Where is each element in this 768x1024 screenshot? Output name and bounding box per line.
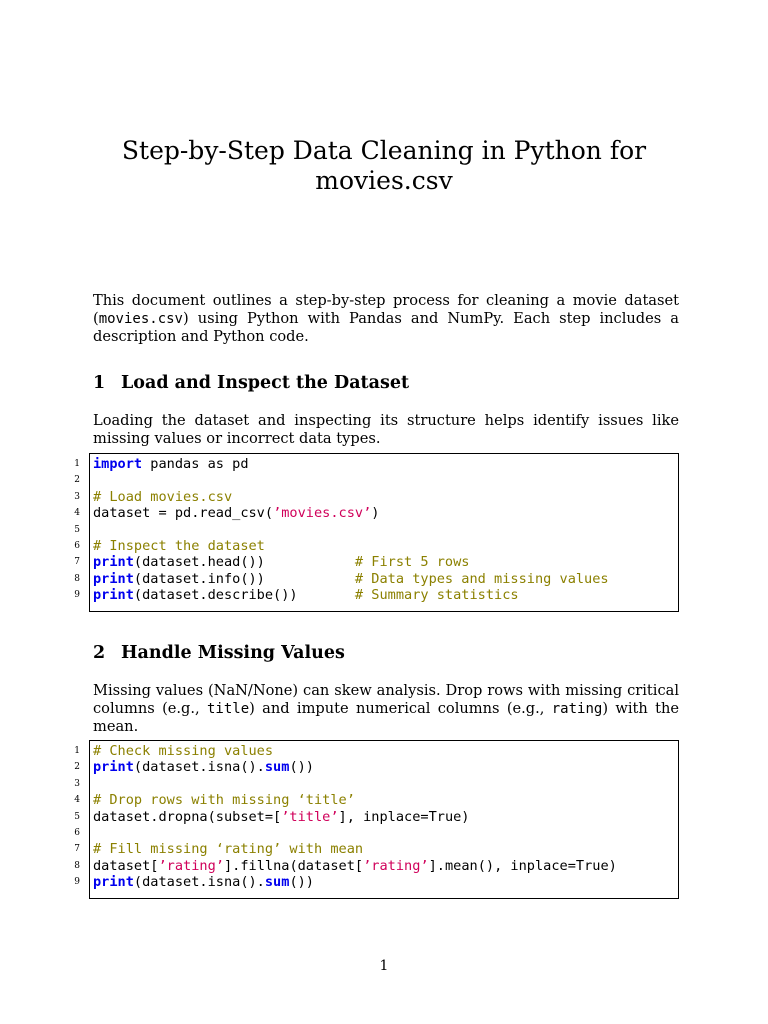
section-2-number: 2 [93,643,106,663]
code-line [74,776,678,792]
section-1-title: Load and Inspect the Dataset [121,373,410,393]
code-text [93,743,273,759]
code-text [93,587,519,603]
code-line [74,522,678,538]
code-line [74,505,678,522]
code-line [74,759,678,776]
code-token: (dataset.isna(). [133,759,265,776]
page-number: 1 [379,958,389,974]
code-token: dataset.dropna(subset=[ [93,808,282,825]
code-text [93,489,232,505]
code-line [74,587,678,604]
code-token: (dataset.info()) [133,570,355,587]
code-line [74,456,678,472]
line-number: 1 [74,459,80,469]
section-2-code-rating: rating [551,700,603,717]
code-token: ) [371,505,380,522]
code-text [93,554,469,570]
code-keyword: sum [264,874,290,891]
section-2-text-3: ) with the mean. [93,699,679,735]
code-text [93,538,265,554]
line-number: 4 [74,795,80,806]
code-token: ], inplace=True) [338,808,470,825]
code-text [93,759,314,775]
code-keyword: print [93,554,134,571]
code-line [74,554,678,571]
code-comment: # Data types and missing values [354,570,609,587]
line-number: 6 [74,540,80,551]
code-line [74,841,678,858]
line-number: 4 [74,508,80,519]
code-line [74,488,678,505]
code-block-1 [74,453,679,612]
code-comment: # First 5 rows [354,554,470,571]
code-token: pandas as pd [142,456,249,472]
line-number: 6 [74,827,80,838]
section-2-text-1: Missing values (NaN/None) can skew analysis. Drop rows with missing critical columns (e.g., [93,682,679,717]
line-number: 5 [74,524,80,535]
code-text [93,874,314,890]
code-string: ’rating’ [363,857,429,874]
section-2-text-2: ) and impute numerical columns (e.g., [249,699,552,717]
code-line [74,874,678,891]
document-title [0,136,768,196]
line-number: 1 [74,746,80,756]
code-comment: # Summary statistics [354,587,519,604]
line-number: 3 [74,778,80,789]
code-line [74,825,678,841]
code-comment: # Load movies.csv [93,488,233,505]
code-text [93,456,249,472]
intro-paragraph [93,292,679,346]
code-string: ’title’ [281,808,339,825]
code-keyword: print [93,759,134,776]
section-1-heading [93,373,409,393]
code-text [93,858,617,874]
code-comment: # Inspect the dataset [93,537,265,554]
code-keyword: import [93,456,143,472]
line-number: 9 [74,590,80,601]
section-2-title: Handle Missing Values [121,643,345,663]
section-2-description [93,682,679,736]
title-line-2: movies.csv [315,166,453,195]
code-keyword: sum [264,759,290,776]
code-token: dataset = pd.read_csv( [93,505,274,522]
intro-text-2: ) using Python with Pandas and NumPy. Each step includes a description and Python code. [93,309,679,345]
code-token: ()) [289,759,314,776]
line-number: 2 [74,762,80,773]
code-text [93,571,609,587]
code-comment: # Check missing values [93,743,274,759]
code-line [74,743,678,759]
code-text [93,841,363,857]
line-number: 2 [74,475,80,486]
code-line [74,537,678,554]
title-line-1: Step-by-Step Data Cleaning in Python for [121,136,647,165]
code-keyword: print [93,587,134,604]
code-token: (dataset.isna(). [133,874,265,891]
code-token: (dataset.describe()) [133,587,355,604]
code-text [93,792,355,808]
line-number: 7 [74,844,80,855]
code-comment: # Drop rows with missing ‘title’ [93,792,355,809]
intro-text-1: This document outlines a step-by-step process for cleaning a movie dataset ( [93,292,679,327]
code-token: (dataset.head()) [133,554,355,571]
section-2-heading [93,643,345,663]
code-line [74,792,678,809]
line-number: 8 [74,573,80,584]
code-line [74,472,678,488]
code-token: ].fillna(dataset[ [223,857,364,874]
line-number: 7 [74,557,80,568]
line-number: 8 [74,860,80,871]
code-line [74,808,678,825]
code-line [74,570,678,587]
code-block-2 [74,740,679,899]
code-line [74,857,678,874]
code-text [93,809,470,825]
code-string: ’movies.csv’ [273,505,372,522]
section-1-number: 1 [93,373,106,393]
code-keyword: print [93,570,134,587]
code-string: ’rating’ [158,857,224,874]
line-number: 9 [74,877,80,888]
code-token: ].mean(), inplace=True) [428,857,617,874]
intro-filename: movies.csv [98,310,183,327]
section-2-code-title: title [206,700,250,717]
line-number: 3 [74,491,80,502]
section-1-description: Loading the dataset and inspecting its structure helps identify issues like missing values or incorrect data types. [93,412,679,447]
code-comment: # Fill missing ‘rating’ with mean [93,841,364,858]
code-token: ()) [289,874,314,891]
code-token: dataset[ [93,857,159,874]
line-number: 5 [74,811,80,822]
code-text [93,505,379,521]
code-keyword: print [93,874,134,891]
